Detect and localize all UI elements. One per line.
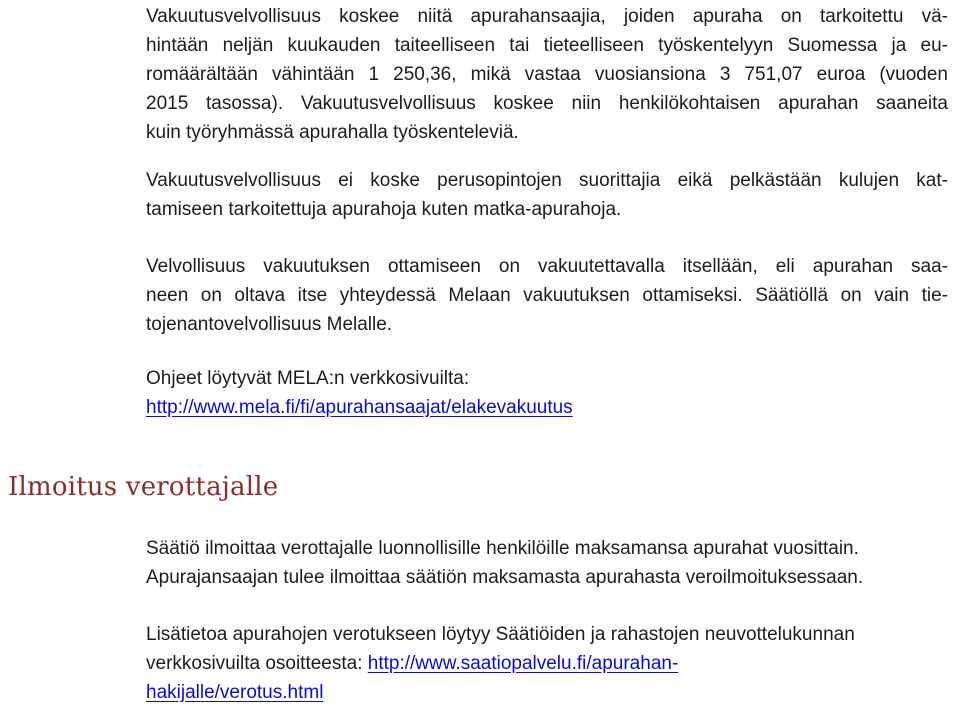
paragraph-line: tojenantovelvollisuus Melalle. xyxy=(146,314,393,335)
paragraph-line: 2015 tasossa). Vakuutusvelvollisuus koskee niin henkilökohtaisen apurahan saaneita xyxy=(146,93,948,114)
more-info-paragraph xyxy=(146,620,948,707)
paragraph-line: hintään neljän kuukauden taiteelliseen tai tieteelliseen työskentelyyn Suomessa ja eu- xyxy=(146,35,948,56)
paragraph-line xyxy=(146,649,948,678)
paragraph-line: kuin työryhmässä apurahalla työskenteleviä. xyxy=(146,122,519,143)
exclusion-paragraph xyxy=(146,166,948,224)
paragraph-line: tamiseen tarkoitettuja apurahoja kuten matka-apurahoja. xyxy=(146,199,622,220)
paragraph-line: Apurajansaajan tulee ilmoittaa säätiön maksamasta apurahasta veroilmoituksessaan. xyxy=(146,567,864,588)
paragraph-line: romäärältään vähintään 1 250,36, mikä vastaa vuosiansiona 3 751,07 euroa (vuoden xyxy=(146,64,948,85)
paragraph-line: Vakuutusvelvollisuus koskee niitä apurahansaajia, joiden apuraha on tarkoitettu vä- xyxy=(146,6,948,27)
tax-paragraph xyxy=(146,534,948,592)
obligation-paragraph xyxy=(146,252,948,339)
paragraph-line: Velvollisuus vakuutuksen ottamiseen on vakuutettavalla itsellään, eli apurahan saa- xyxy=(146,256,948,277)
paragraph-line: neen on oltava itse yhteydessä Melaan vakuutuksen ottamiseksi. Säätiöllä on vain tie- xyxy=(146,285,948,306)
paragraph-line: Lisätietoa apurahojen verotukseen löytyy Säätiöiden ja rahastojen neuvottelukunnan xyxy=(146,624,855,645)
mela-link[interactable]: http://www.mela.fi/fi/apurahansaajat/elakevakuutus xyxy=(146,397,573,418)
mela-link-line xyxy=(146,393,948,422)
more-info-prefix: verkkosivuilta osoitteesta: xyxy=(146,653,368,674)
instructions-paragraph xyxy=(146,364,948,422)
saatiopalvelu-link-continued[interactable]: hakijalle/verotus.html xyxy=(146,682,324,703)
paragraph-line: Säätiö ilmoittaa verottajalle luonnollisille henkilöille maksamansa apurahat vuosittain. xyxy=(146,538,859,559)
paragraph-line: Vakuutusvelvollisuus ei koske perusopintojen suorittajia eikä pelkästään kulujen kat- xyxy=(146,170,948,191)
saatiopalvelu-link[interactable]: http://www.saatiopalvelu.fi/apurahan- xyxy=(367,653,679,674)
instructions-text: Ohjeet löytyvät MELA:n verkkosivuilta: xyxy=(146,368,470,389)
section-heading: Ilmoitus verottajalle xyxy=(8,472,279,502)
paragraph-line xyxy=(146,678,948,707)
vakuutusvelvollisuus-paragraph xyxy=(146,2,948,147)
